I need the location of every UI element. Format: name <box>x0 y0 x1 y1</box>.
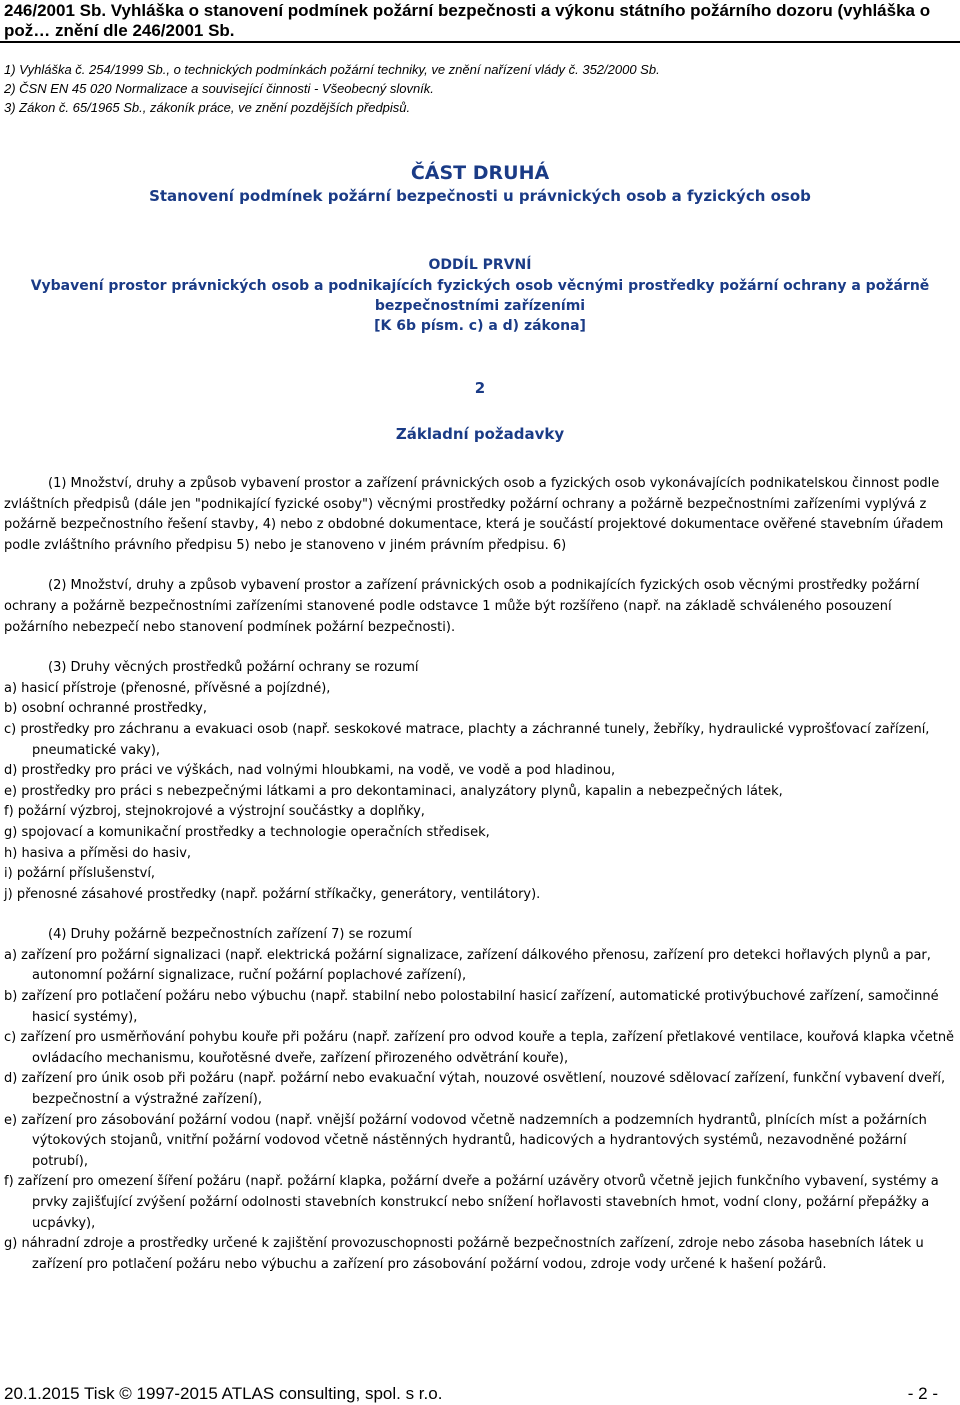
paragraph-mark: 2 <box>474 379 486 397</box>
part-subtitle: Stanovení podmínek požární bezpečnosti u právnických osob a fyzických osob <box>149 187 811 205</box>
footnote: 3) Zákon č. 65/1965 Sb., zákoník práce, ve znění pozdějších předpisů. <box>4 100 411 115</box>
header-divider <box>0 41 960 43</box>
list-item: g) spojovací a komunikační prostředky a technologie operačních středisek, <box>4 824 490 840</box>
list-item: d) prostředky pro práci ve výškách, nad volnými hloubkami, na vodě, ve vodě a pod hladinou, <box>4 763 616 779</box>
page-footer <box>4 1384 938 1404</box>
list-item: e) prostředky pro práci s nebezpečnými látkami a pro dekontaminaci, analyzátory plynů, kapalin a nebezpečných látek, <box>4 783 783 799</box>
list-item: a) zařízení pro požární signalizaci (např. elektrická požární signalizace, zařízení dálkového přenosu, zařízení pro detekci hořlavých plynů a par, autonomní požární signalizace, ruční požární poplachové zařízení), <box>4 947 931 984</box>
footnotes <box>4 60 944 117</box>
footnote: 1) Vyhláška č. 254/1999 Sb., o technických podmínkách požární techniky, ve znění nařízení vlády č. 352/2000 Sb. <box>4 62 660 77</box>
paragraph-title: Základní požadavky <box>395 425 565 443</box>
list-item: e) zařízení pro zásobování požární vodou (např. vnější požární vodovod včetně nadzemních a podzemních hydrantů, plnících míst a požárních výtokových stojanů, vnitřní požární vodovod včetně nástěnných hydrantů, hadicových a hydrantových systémů, nezavodněné požární potrubí), <box>4 1112 927 1169</box>
section-subtitle: Vybavení prostor právnických osob a podnikajících fyzických osob věcnými prostředky požární ochrany a požárně bezpečnostními zařízeními <box>30 278 930 314</box>
list-item: f) požární výzbroj, stejnokrojové a výstrojní součástky a doplňky, <box>4 804 425 820</box>
list-item: h) hasiva a příměsi do hasiv, <box>4 845 192 861</box>
page-number: - 2 - <box>907 1384 938 1403</box>
document-body <box>4 160 956 1275</box>
list-item: f) zařízení pro omezení šíření požáru (např. požární klapka, požární dveře a požární uzávěry otvorů včetně jejich funkčního vybavení, systémy a prvky zajišťující zvýšení požární odolnosti stavebních konstrukcí nebo snížení hořlavosti stavebních hmot, vodní clony, požární přepážky a ucpávky), <box>4 1174 939 1231</box>
list-item: c) prostředky pro záchranu a evakuaci osob (např. seskokové matrace, plachty a záchranné tunely, žebříky, hydraulické vyprošťovací zařízení, pneumatické vaky), <box>4 721 930 758</box>
list-item: j) přenosné zásahové prostředky (např. požární stříkačky, generátory, ventilátory). <box>4 886 541 902</box>
paragraph-4-intro: (4) Druhy požárně bezpečnostních zařízení 7) se rozumí <box>48 927 412 943</box>
document-header <box>4 0 954 41</box>
paragraph-2: (2) Množství, druhy a způsob vybavení prostor a zařízení právnických osob a podnikajících fyzických osob věcnými prostředky požární ochrany a požárně bezpečnostními zařízeními stanovené podle odstavce 1 může být rozšířeno (např. na základě schváleného posouzení požárního nebezpečí nebo stanovení podmínek požární bezpečnosti). <box>4 578 920 635</box>
list-item: c) zařízení pro usměrňování pohybu kouře při požáru (např. zařízení pro odvod kouře a tepla, zařízení přetlakové ventilace, kouřová klapka včetně ovládacího mechanismu, kouřotěsné dveře, zařízení přirozeného odvětrání kouře), <box>4 1030 955 1066</box>
footer-copyright: 20.1.2015 Tisk © 1997-2015 ATLAS consulting, spol. s r.o. <box>4 1384 443 1403</box>
list-item: i) požární příslušenství, <box>4 866 156 882</box>
document-title: 246/2001 Sb. Vyhláška o stanovení podmínek požární bezpečnosti a výkonu státního požárního dozoru (vyhláška o pož… znění dle 246/2001 Sb. <box>4 1 931 40</box>
paragraph-1: (1) Množství, druhy a způsob vybavení prostor a zařízení právnických osob a fyzických osob vykonávajících podnikatelskou činnost podle zvláštních předpisů (dále jen "podnikající fyzické osoby") věcnými prostředky požární ochrany a požárně bezpečnostními zařízeními vyplývá z požárně bezpečnostního řešení stavby, 4) nebo z obdobné dokumentace, která je součástí projektové dokumentace ověřené stavebním úřadem podle zvláštního právního předpisu 5) nebo je stanoveno v jiném právním předpisu. 6) <box>4 476 944 553</box>
list-item: a) hasicí přístroje (přenosné, přívěsné a pojízdné), <box>4 680 331 696</box>
section-title: ODDÍL PRVNÍ <box>428 257 532 273</box>
list-item: d) zařízení pro únik osob při požáru (např. požární nebo evakuační výtah, nouzové osvětlení, nouzové sdělovací zařízení, funkční vybavení dveří, bezpečnostní a výstražné zařízení), <box>4 1071 946 1108</box>
part-title: ČÁST DRUHÁ <box>410 162 550 184</box>
list-item: g) náhradní zdroje a prostředky určené k zajištění provozuschopnosti požárně bezpečnostních zařízení, zdroje nebo zásoba hasebních látek u zařízení pro potlačení požáru nebo výbuchu a zařízení pro zásobování požární vodou, zdroje vody určené k hašení požárů. <box>4 1236 924 1272</box>
footnote: 2) ČSN EN 45 020 Normalizace a související činnosti - Všeobecný slovník. <box>4 81 434 96</box>
list-item: b) zařízení pro potlačení požáru nebo výbuchu (např. stabilní nebo polostabilní hasicí zařízení, automatické protivýbuchové zařízení, samočinné hasicí systémy), <box>4 989 939 1025</box>
paragraph-3-intro: (3) Druhy věcných prostředků požární ochrany se rozumí <box>48 660 419 676</box>
section-reference: [K 6b písm. c) a d) zákona] <box>374 318 586 334</box>
list-item: b) osobní ochranné prostředky, <box>4 701 207 717</box>
